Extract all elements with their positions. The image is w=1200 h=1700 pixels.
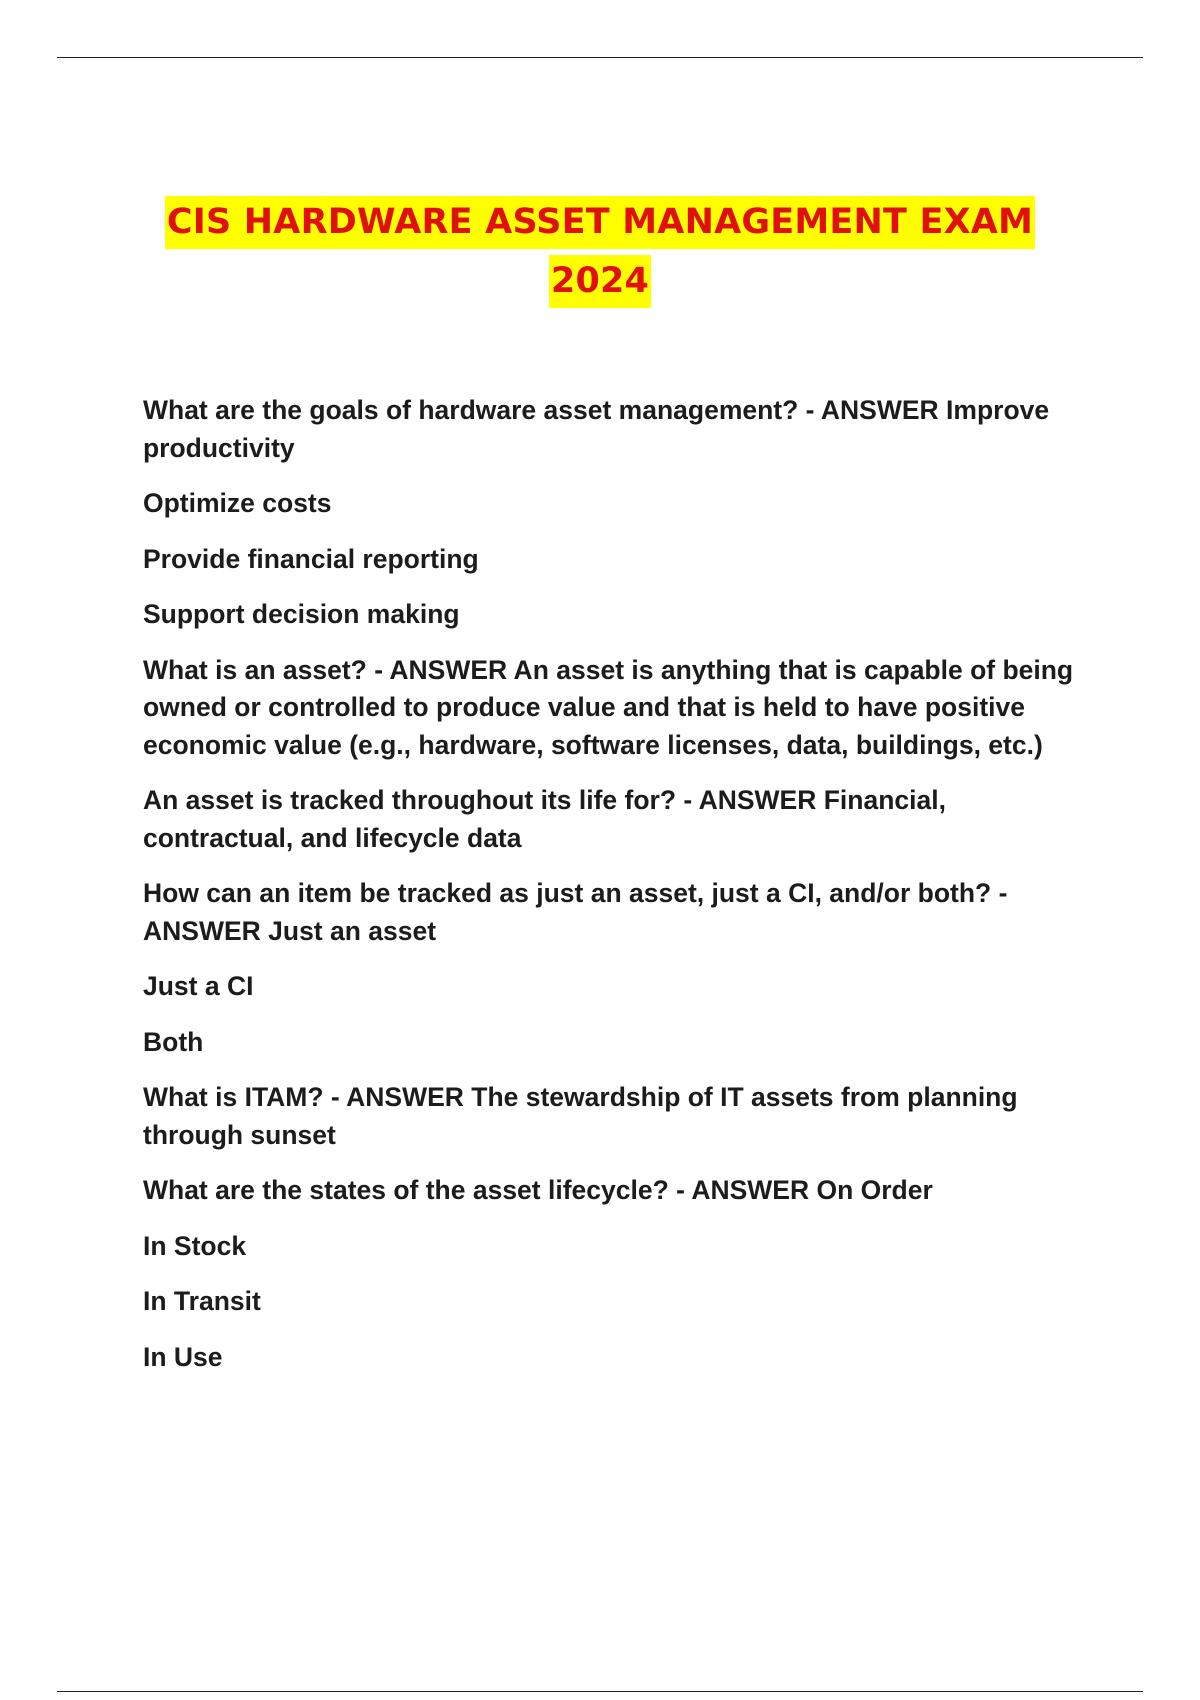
paragraph-question-goals: What are the goals of hardware asset management? - ANSWER Improve productivity xyxy=(143,395,1050,463)
title-line-1: CIS HARDWARE ASSET MANAGEMENT EXAM xyxy=(165,196,1035,249)
document-body xyxy=(143,392,1088,1394)
paragraph-question-itam: What is ITAM? - ANSWER The stewardship of IT assets from planning through sunset xyxy=(143,1082,1018,1150)
paragraph-answer-item: In Stock xyxy=(143,1230,247,1261)
paragraph-answer-item: Optimize costs xyxy=(143,488,332,518)
paragraph-answer-item: Provide financial reporting xyxy=(143,543,479,574)
paragraph-answer-item: Both xyxy=(143,1026,204,1057)
paragraph-answer-item: Just a CI xyxy=(143,971,254,1001)
bottom-rule xyxy=(57,1691,1143,1692)
title-line-2: 2024 xyxy=(549,255,651,308)
paragraph-question-asset-ci: How can an item be tracked as just an asset, just a CI, and/or both? - ANSWER Just an asset xyxy=(143,878,1008,946)
top-rule xyxy=(57,57,1143,58)
paragraph-answer-item: In Transit xyxy=(143,1286,261,1316)
paragraph-question-asset: What is an asset? - ANSWER An asset is anything that is capable of being owned or controlled to produce value and that is held to have positive economic value (e.g., hardware, software licenses, data, buildings, etc.) xyxy=(143,654,1074,760)
paragraph-answer-item: Support decision making xyxy=(143,599,460,629)
paragraph-question-lifecycle: What are the states of the asset lifecycle? - ANSWER On Order xyxy=(143,1175,933,1205)
paragraph-question-tracked: An asset is tracked throughout its life for? - ANSWER Financial, contractual, and lifecycle data xyxy=(143,785,946,853)
paragraph-answer-item: In Use xyxy=(143,1341,223,1372)
document-title xyxy=(0,196,1200,308)
